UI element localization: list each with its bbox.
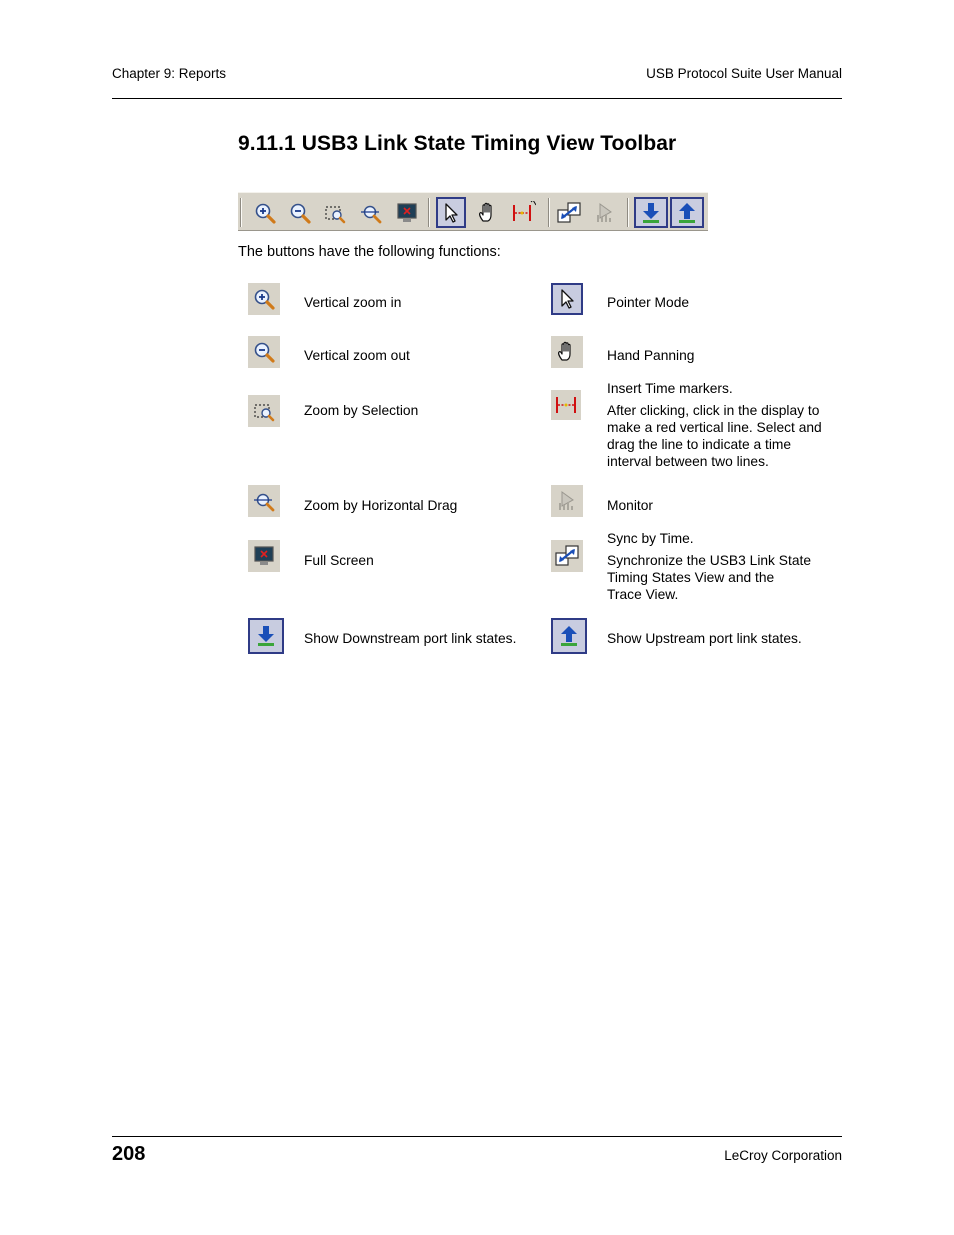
sync-icon <box>551 540 583 572</box>
downstream-icon <box>248 618 284 654</box>
pointer-mode-label: Pointer Mode <box>607 295 690 310</box>
sync-desc-1: Synchronize the USB3 Link State <box>607 553 812 568</box>
insert-time-markers-desc-4: interval between two lines. <box>607 454 769 469</box>
zoom-in-icon <box>248 283 280 315</box>
zoom-in-icon <box>250 197 280 228</box>
sync-by-time-label: Sync by Time. <box>607 531 694 546</box>
toolbar-image <box>238 192 708 231</box>
zoom-by-selection-label: Zoom by Selection <box>304 403 419 418</box>
footer-company: LeCroy Corporation <box>724 1148 842 1163</box>
sync-icon <box>554 197 584 228</box>
footer-rule <box>112 1136 842 1137</box>
time-marker-icon <box>508 197 538 228</box>
section-title: 9.11.1 USB3 Link State Timing View Toolbar <box>238 132 677 155</box>
full-screen-icon <box>248 540 280 572</box>
upstream-icon <box>670 197 704 228</box>
zoom-horizontal-drag-icon <box>356 197 386 228</box>
monitor-icon <box>590 197 620 228</box>
show-upstream-label: Show Upstream port link states. <box>607 631 802 646</box>
header-chapter: Chapter 9: Reports <box>112 66 227 81</box>
pointer-icon <box>436 197 466 228</box>
intro-text: The buttons have the following functions: <box>238 244 501 260</box>
sync-desc-3: Trace View. <box>607 587 679 602</box>
header-manual-title: USB Protocol Suite User Manual <box>646 66 842 81</box>
time-marker-icon <box>551 390 581 420</box>
pointer-icon <box>551 283 583 315</box>
toolbar-separator <box>627 198 629 227</box>
insert-time-markers-desc-2: make a red vertical line. Select and <box>607 420 822 435</box>
vertical-zoom-out-label: Vertical zoom out <box>304 348 410 363</box>
sync-desc-2: Timing States View and the <box>607 570 775 585</box>
full-screen-label: Full Screen <box>304 553 374 568</box>
monitor-icon <box>551 485 583 517</box>
show-downstream-label: Show Downstream port link states. <box>304 631 517 646</box>
toolbar-separator <box>548 198 550 227</box>
upstream-icon <box>551 618 587 654</box>
zoom-selection-icon <box>248 395 280 427</box>
zoom-selection-icon <box>320 197 350 228</box>
zoom-out-icon <box>248 336 280 368</box>
toolbar-grip <box>240 198 242 227</box>
downstream-icon <box>634 197 668 228</box>
zoom-horizontal-drag-icon <box>248 485 280 517</box>
hand-panning-label: Hand Panning <box>607 348 695 363</box>
toolbar-separator <box>428 198 430 227</box>
zoom-out-icon <box>285 197 315 228</box>
zoom-by-horizontal-drag-label: Zoom by Horizontal Drag <box>304 498 458 513</box>
header-rule <box>112 98 842 99</box>
insert-time-markers-label: Insert Time markers. <box>607 381 733 396</box>
insert-time-markers-desc-1: After clicking, click in the display to <box>607 403 820 418</box>
hand-icon <box>473 197 503 228</box>
full-screen-icon <box>392 197 422 228</box>
page-number: 208 <box>112 1143 146 1165</box>
monitor-label: Monitor <box>607 498 654 513</box>
hand-icon <box>551 336 583 368</box>
insert-time-markers-desc-3: drag the line to indicate a time <box>607 437 792 452</box>
vertical-zoom-in-label: Vertical zoom in <box>304 295 402 310</box>
